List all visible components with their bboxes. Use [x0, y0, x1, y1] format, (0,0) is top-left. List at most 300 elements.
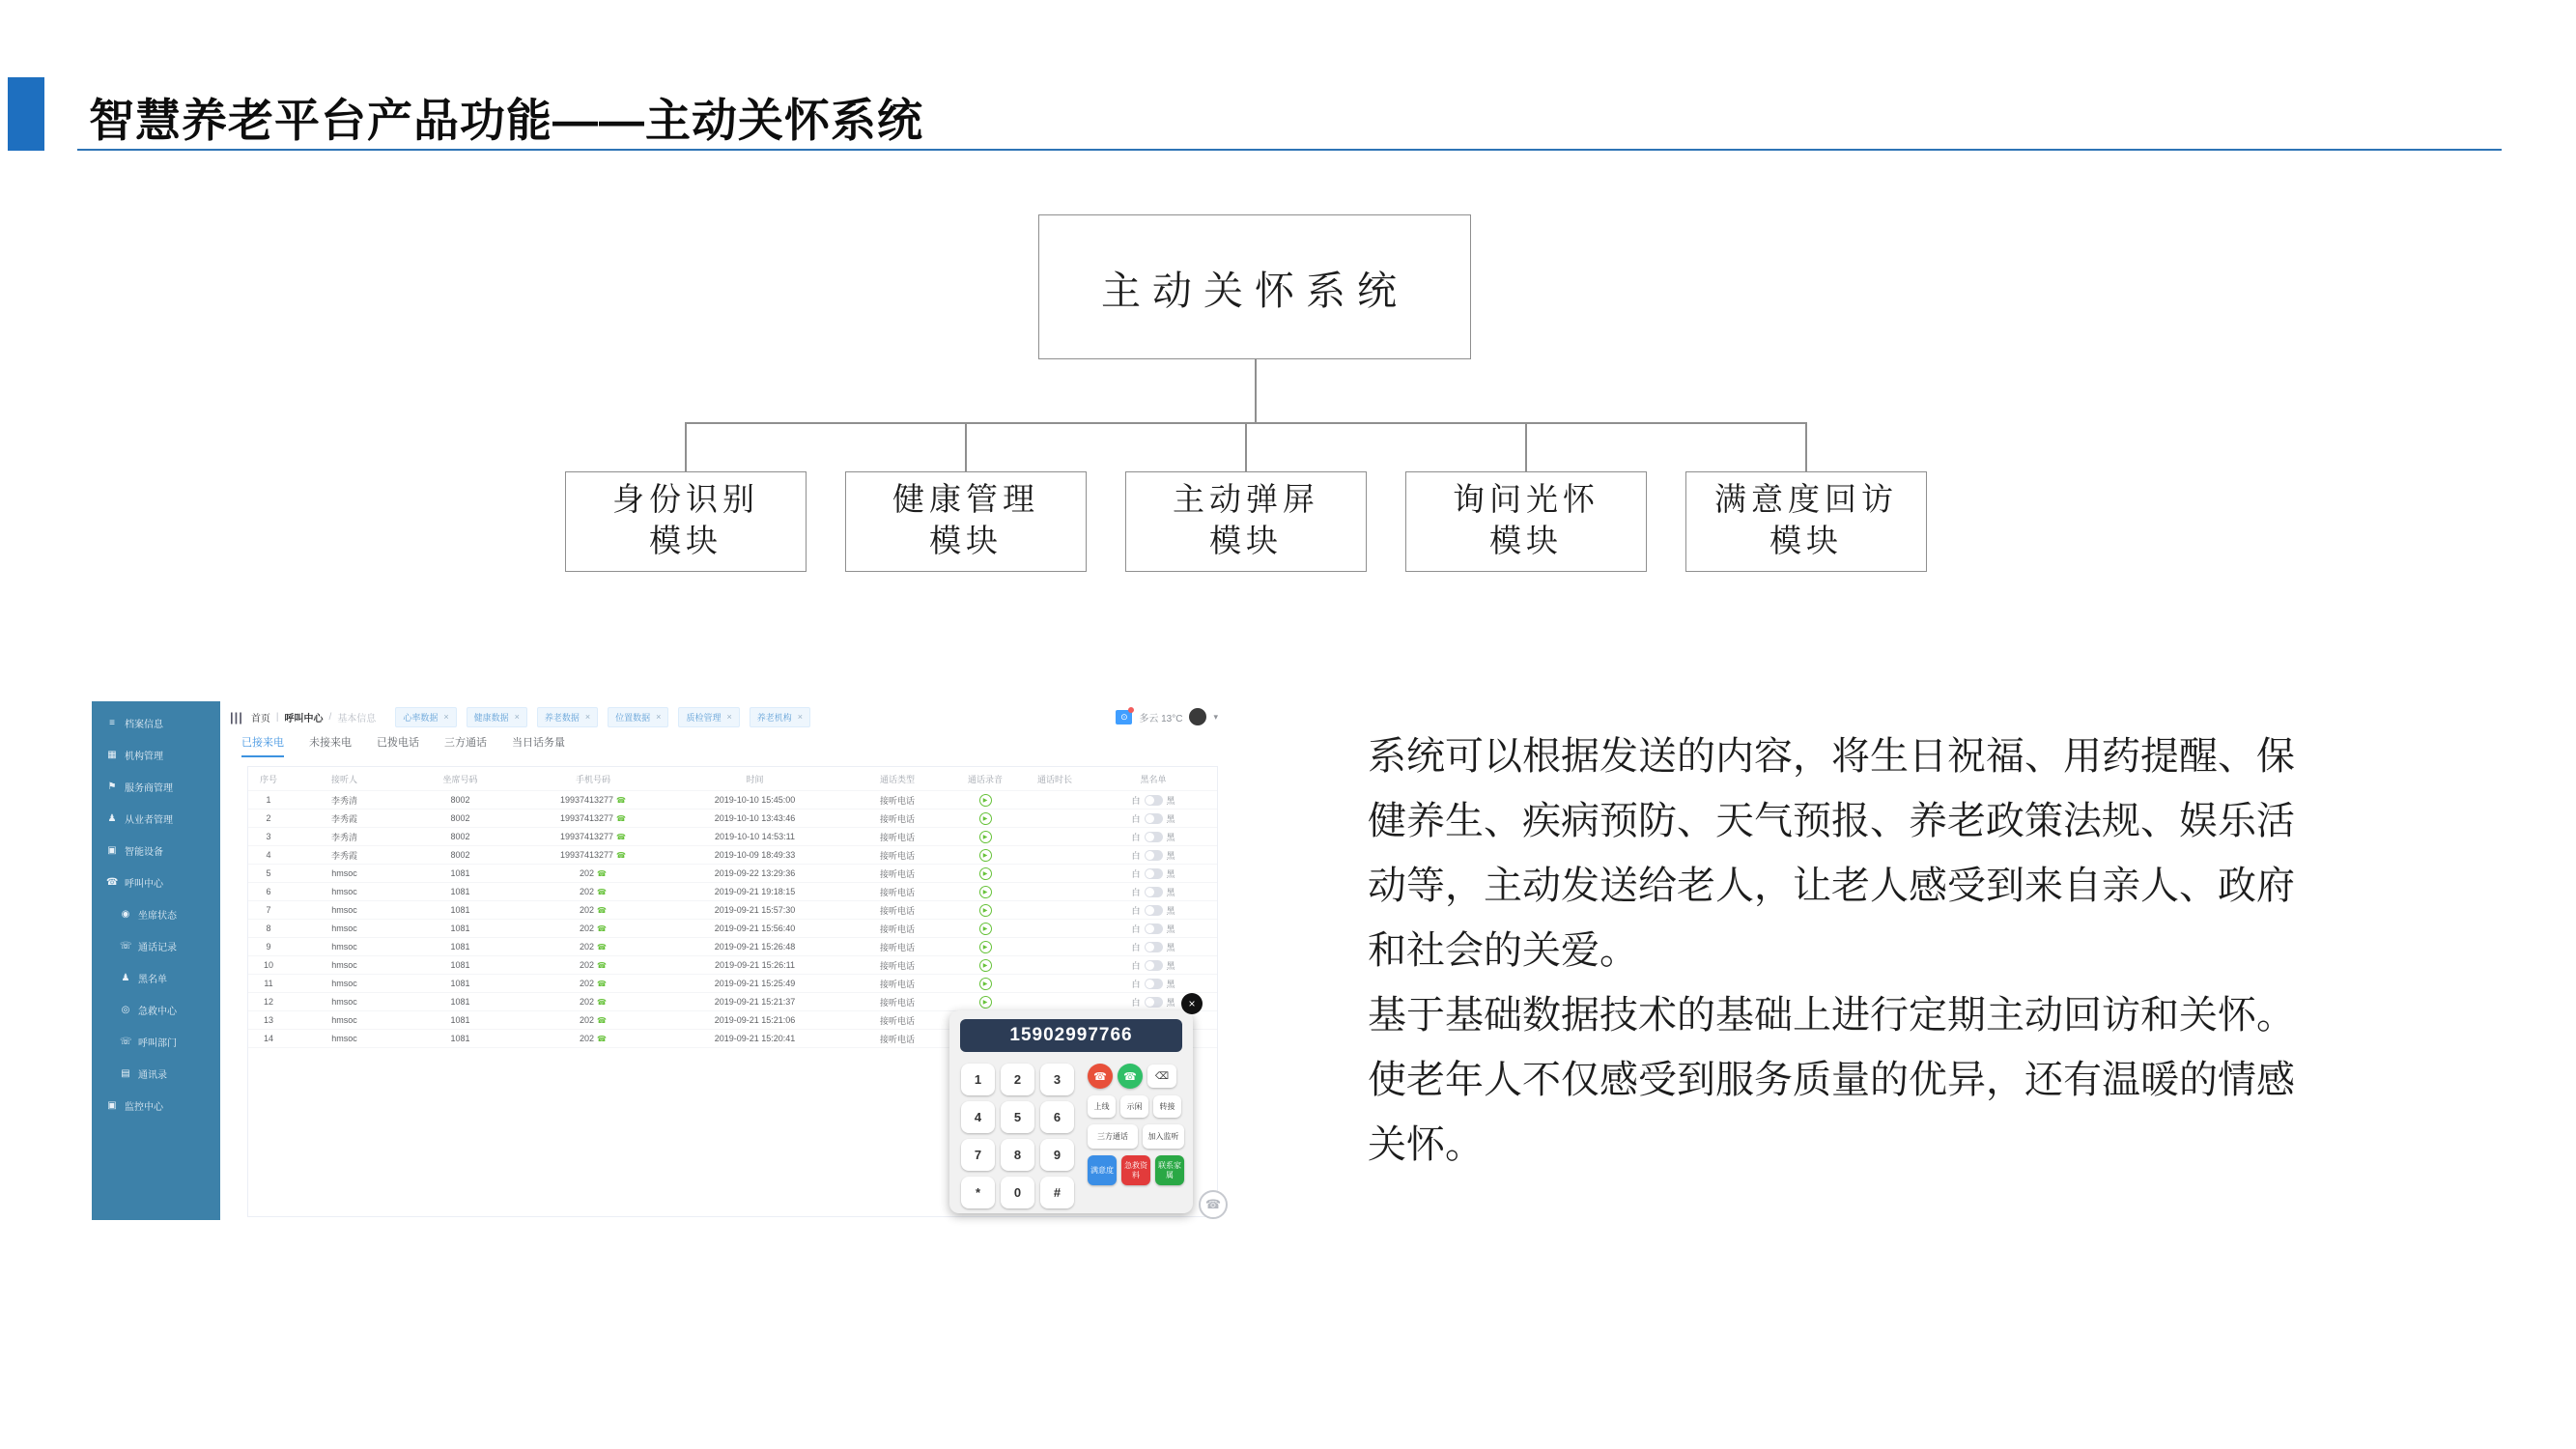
table-row	[248, 828, 1217, 846]
chevron-down-icon[interactable]: ▾	[1213, 711, 1218, 722]
cell-call-type: 接听电话	[879, 887, 915, 897]
blacklist-black-label: 黑	[1166, 813, 1175, 824]
cell-call-type: 接听电话	[879, 1034, 915, 1044]
table-row	[248, 901, 1217, 920]
nav-tag[interactable]	[537, 707, 598, 727]
cell-answerer: hmsoc	[331, 887, 357, 896]
phone-number-text: 19937413277	[559, 832, 614, 841]
backspace-button[interactable]: ⌫	[1147, 1065, 1176, 1088]
blacklist-toggle[interactable]	[1145, 960, 1163, 971]
breadcrumb-section[interactable]: 呼叫中心	[284, 713, 324, 724]
org-chart-module-box	[1125, 471, 1367, 572]
tab[interactable]: 当日话务量	[512, 737, 565, 749]
description-paragraph: 基于基础数据技术的基础上进行定期主动回访和关怀。	[1368, 994, 2295, 1037]
org-connector	[1525, 424, 1527, 471]
monitor-button[interactable]: 加入监听	[1143, 1124, 1184, 1149]
cell-recording	[950, 904, 1020, 917]
sidebar-item[interactable]	[92, 994, 220, 1026]
cell-blacklist	[1090, 959, 1217, 972]
sidebar-item-icon: ♟	[107, 813, 117, 824]
table-row	[248, 810, 1217, 828]
org-chart-module-box	[1685, 471, 1927, 572]
sidebar	[92, 701, 220, 1220]
dial-key[interactable]: *	[961, 1177, 995, 1208]
sidebar-item[interactable]	[92, 930, 220, 962]
table-header-cell: 通话时长	[1036, 774, 1072, 784]
cell-phone-number	[521, 960, 665, 970]
dial-key[interactable]: 0	[1001, 1177, 1034, 1208]
play-record-icon[interactable]: ▶	[979, 996, 992, 1009]
sidebar-item-icon: ☏	[120, 1037, 132, 1047]
table-header-cell: 接听人	[330, 774, 357, 784]
dial-key[interactable]: 9	[1040, 1139, 1074, 1171]
cell-no: 1	[266, 795, 271, 805]
cell-recording	[950, 831, 1020, 843]
sidebar-item[interactable]	[92, 898, 220, 930]
cell-phone-number	[521, 887, 665, 896]
cell-call-type: 接听电话	[879, 942, 915, 952]
cell-seat-number: 1081	[450, 942, 470, 952]
blacklist-toggle[interactable]	[1145, 887, 1163, 897]
cell-no: 6	[266, 887, 271, 896]
close-icon[interactable]: ×	[726, 712, 732, 722]
phone-icon[interactable]: ☎	[597, 887, 607, 896]
blacklist-toggle[interactable]	[1145, 832, 1163, 842]
blacklist-white-label: 白	[1131, 960, 1141, 971]
cell-recording	[950, 959, 1020, 972]
blacklist-white-label: 白	[1131, 868, 1141, 879]
cell-no: 11	[264, 979, 273, 988]
dial-key[interactable]: 2	[1001, 1064, 1034, 1095]
cell-recording	[950, 794, 1020, 807]
sidebar-item[interactable]	[92, 1090, 220, 1122]
nav-tag[interactable]	[750, 707, 810, 727]
cell-time: 2019-09-21 15:21:06	[714, 1015, 796, 1025]
tab[interactable]: 已接来电	[241, 734, 284, 757]
sidebar-item-label: 服务商管理	[125, 783, 173, 794]
phone-number-text: 202	[580, 887, 595, 896]
answer-button[interactable]: ☎	[1118, 1064, 1143, 1089]
nav-tag-label: 质检管理	[686, 712, 722, 723]
hangup-button[interactable]: ☎	[1088, 1064, 1113, 1089]
dial-key[interactable]: 8	[1001, 1139, 1034, 1171]
blacklist-black-label: 黑	[1166, 923, 1175, 934]
org-connector	[1805, 424, 1807, 471]
blacklist-white-label: 白	[1131, 942, 1141, 952]
cell-recording	[950, 923, 1020, 935]
cell-time: 2019-09-21 19:18:15	[714, 887, 796, 896]
sidebar-item[interactable]	[92, 707, 220, 739]
phone-icon[interactable]: ☎	[597, 960, 607, 970]
breadcrumb	[251, 710, 376, 724]
cell-answerer: hmsoc	[331, 1034, 357, 1043]
blacklist-white-label: 白	[1131, 979, 1141, 989]
cell-time: 2019-10-09 18:49:33	[714, 850, 796, 860]
table-header-row	[248, 767, 1217, 791]
dial-key[interactable]: 3	[1040, 1064, 1074, 1095]
sidebar-item[interactable]	[92, 1026, 220, 1058]
org-chart-module-box	[845, 471, 1087, 572]
cell-seat-number: 1081	[450, 868, 470, 878]
cell-blacklist	[1090, 849, 1217, 862]
module-label-line2: 模块	[1769, 525, 1843, 559]
sidebar-item[interactable]	[92, 803, 220, 835]
nav-tag[interactable]	[678, 707, 739, 727]
sidebar-item-label: 监控中心	[125, 1102, 163, 1113]
phone-icon[interactable]: ☎	[597, 1034, 607, 1043]
play-record-icon[interactable]: ▶	[979, 904, 992, 917]
phone-number-text: 202	[580, 997, 595, 1007]
cell-answerer: hmsoc	[331, 1015, 357, 1025]
cell-recording	[950, 941, 1020, 953]
cell-phone-number	[521, 1015, 665, 1025]
module-label-line1: 询问光怀	[1453, 483, 1599, 518]
cell-no: 10	[263, 960, 273, 970]
play-record-icon[interactable]: ▶	[979, 812, 992, 825]
close-icon[interactable]: ×	[656, 712, 662, 722]
org-connector	[965, 424, 967, 471]
tab[interactable]: 三方通话	[444, 737, 487, 749]
cell-call-type: 接听电话	[879, 795, 915, 806]
nav-tag-label: 健康数据	[473, 712, 509, 723]
blacklist-white-label: 白	[1131, 813, 1141, 824]
cell-call-type: 接听电话	[879, 923, 915, 934]
play-record-icon[interactable]: ▶	[979, 941, 992, 953]
dialed-number-display: 15902997766	[960, 1019, 1182, 1052]
blacklist-white-label: 白	[1131, 923, 1141, 934]
cell-phone-number	[521, 1034, 665, 1043]
blacklist-toggle[interactable]	[1145, 997, 1163, 1008]
table-row	[248, 920, 1217, 938]
emergency-info-button[interactable]: 急救资料	[1121, 1155, 1150, 1185]
blacklist-black-label: 黑	[1166, 942, 1175, 952]
cell-phone-number	[521, 850, 665, 860]
sidebar-item-label: 急救中心	[138, 1007, 177, 1017]
sidebar-item-label: 通讯录	[138, 1070, 167, 1081]
blacklist-black-label: 黑	[1166, 979, 1175, 989]
phone-number-text: 202	[580, 942, 595, 952]
cell-no: 8	[266, 923, 271, 933]
breadcrumb-page: 基本信息	[337, 713, 377, 724]
cell-answerer: hmsoc	[331, 979, 357, 988]
sidebar-item[interactable]	[92, 739, 220, 771]
table-header-cell: 黑名单	[1140, 774, 1167, 784]
cell-no: 7	[266, 905, 271, 915]
dial-key[interactable]: #	[1040, 1177, 1074, 1208]
phone-icon[interactable]: ☎	[597, 923, 607, 933]
close-icon[interactable]: ×	[443, 712, 449, 722]
topbar	[220, 701, 1228, 732]
table-row	[248, 883, 1217, 901]
module-label-line2: 模块	[929, 525, 1003, 559]
cell-time: 2019-09-22 13:29:36	[714, 868, 796, 878]
cell-no: 13	[263, 1015, 273, 1025]
sidebar-item-label: 档案信息	[125, 720, 163, 730]
sidebar-item[interactable]	[92, 867, 220, 898]
cell-recording	[950, 867, 1020, 880]
dial-key[interactable]: 5	[1001, 1101, 1034, 1133]
cell-phone-number	[521, 868, 665, 878]
cell-no: 3	[266, 832, 271, 841]
phone-number-text: 202	[580, 868, 595, 878]
cell-call-type: 接听电话	[879, 960, 915, 971]
phone-number-text: 19937413277	[559, 795, 614, 805]
sidebar-item-icon: ▦	[107, 750, 117, 760]
blacklist-white-label: 白	[1131, 795, 1141, 806]
topbar-right	[1116, 708, 1218, 725]
phone-icon[interactable]: ☎	[597, 997, 607, 1007]
phone-icon[interactable]: ☎	[616, 832, 627, 841]
breadcrumb-home[interactable]: 首页	[250, 713, 270, 724]
cell-phone-number	[521, 832, 665, 841]
blacklist-toggle[interactable]	[1145, 868, 1163, 879]
blacklist-toggle[interactable]	[1145, 850, 1163, 861]
sidebar-item-label: 黑名单	[138, 975, 167, 985]
play-record-icon[interactable]: ▶	[979, 923, 992, 935]
breadcrumb-separator: |	[275, 711, 279, 723]
cell-seat-number: 8002	[450, 795, 470, 805]
tab[interactable]: 未接来电	[309, 737, 352, 749]
phone-number-text: 202	[580, 905, 595, 915]
cell-phone-number	[521, 997, 665, 1007]
play-record-icon[interactable]: ▶	[979, 959, 992, 972]
dial-key[interactable]: 1	[961, 1064, 995, 1095]
phone-number-text: 202	[580, 960, 595, 970]
sidebar-item-icon: ≡	[109, 718, 115, 728]
nav-tag-label: 心率数据	[403, 712, 439, 723]
blacklist-black-label: 黑	[1166, 832, 1175, 842]
description-text	[1368, 724, 2309, 1178]
cell-no: 14	[263, 1034, 273, 1043]
play-record-icon[interactable]: ▶	[979, 978, 992, 990]
phone-icon[interactable]: ☎	[616, 795, 627, 805]
blacklist-toggle[interactable]	[1145, 923, 1163, 934]
close-icon[interactable]: ×	[797, 712, 803, 722]
cell-seat-number: 8002	[450, 850, 470, 860]
sidebar-item-icon: ▤	[121, 1068, 130, 1079]
cell-time: 2019-09-21 15:25:49	[714, 979, 796, 988]
cell-phone-number	[521, 795, 665, 805]
phone-icon[interactable]: ☎	[616, 813, 627, 823]
sidebar-item-label: 从业者管理	[125, 815, 173, 826]
cell-blacklist	[1090, 978, 1217, 990]
module-label-line2: 模块	[649, 525, 722, 559]
contact-family-button[interactable]: 联系家属	[1155, 1155, 1184, 1185]
cell-time: 2019-09-21 15:26:48	[714, 942, 796, 952]
nav-tag-label: 养老机构	[756, 712, 792, 723]
weather-text: 多云 13°C	[1139, 713, 1183, 724]
sidebar-item-icon: ♟	[121, 973, 130, 983]
cell-time: 2019-09-21 15:26:11	[715, 960, 795, 970]
play-record-icon[interactable]: ▶	[979, 867, 992, 880]
cell-phone-number	[521, 979, 665, 988]
cell-phone-number	[521, 942, 665, 952]
table-row	[248, 993, 1217, 1011]
cell-seat-number: 1081	[450, 905, 470, 915]
go-online-button[interactable]: 上线	[1088, 1095, 1116, 1118]
cell-answerer: hmsoc	[331, 868, 357, 878]
cell-time: 2019-09-21 15:21:37	[714, 997, 796, 1007]
table-header-cell: 通话类型	[879, 774, 915, 784]
tab[interactable]: 已拨电话	[377, 737, 419, 749]
play-record-icon[interactable]: ▶	[979, 794, 992, 807]
phone-number-text: 19937413277	[559, 813, 614, 823]
cell-answerer: hmsoc	[331, 905, 357, 915]
blacklist-black-label: 黑	[1166, 795, 1175, 806]
avatar[interactable]	[1189, 708, 1206, 725]
collapse-menu-icon[interactable]: |||	[230, 709, 243, 724]
sidebar-item-icon: ◎	[121, 1005, 130, 1015]
phone-icon[interactable]: ☎	[597, 1015, 607, 1025]
cell-time: 2019-10-10 15:45:00	[714, 795, 796, 805]
title-accent-square	[8, 77, 44, 151]
call-tabs	[241, 734, 565, 757]
cell-call-type: 接听电话	[879, 979, 915, 989]
satisfaction-button[interactable]: 满意度	[1088, 1155, 1117, 1185]
cell-blacklist	[1090, 941, 1217, 953]
table-header-cell: 坐席号码	[442, 774, 478, 784]
blacklist-black-label: 黑	[1166, 960, 1175, 971]
cell-call-type: 接听电话	[879, 1015, 915, 1026]
cell-recording	[950, 978, 1020, 990]
table-row	[248, 956, 1217, 975]
description-paragraph: 使老年人不仅感受到服务质量的优异，还有温暖的情感关怀。	[1368, 1059, 2295, 1166]
cell-recording	[950, 886, 1020, 898]
nav-tag[interactable]	[467, 707, 527, 727]
phone-icon[interactable]: ☎	[597, 942, 607, 952]
cell-time: 2019-09-21 15:20:41	[714, 1034, 796, 1043]
table-header-cell: 序号	[259, 774, 277, 784]
sidebar-item-label: 智能设备	[125, 847, 163, 858]
org-chart-module-box	[1405, 471, 1647, 572]
cell-call-type: 接听电话	[879, 813, 915, 824]
module-label-line2: 模块	[1489, 525, 1563, 559]
sidebar-item[interactable]	[92, 1058, 220, 1090]
sidebar-item-label: 机构管理	[125, 752, 163, 762]
blacklist-white-label: 白	[1131, 905, 1141, 916]
org-chart-children	[565, 471, 1927, 572]
cell-no: 9	[266, 942, 271, 952]
cell-blacklist	[1090, 812, 1217, 825]
org-connector	[1245, 424, 1247, 471]
sidebar-item[interactable]	[92, 771, 220, 803]
blacklist-toggle[interactable]	[1145, 813, 1163, 824]
dial-keypad	[961, 1064, 1074, 1208]
cell-blacklist	[1090, 867, 1217, 880]
cell-seat-number: 8002	[450, 813, 470, 823]
blacklist-toggle[interactable]	[1145, 795, 1163, 806]
sidebar-item-icon: ◉	[121, 909, 130, 920]
cell-call-type: 接听电话	[879, 832, 915, 842]
module-label-line1: 健康管理	[892, 483, 1039, 518]
nav-tag-list	[395, 707, 810, 727]
notification-icon[interactable]: ⊙	[1116, 710, 1132, 724]
module-label-line2: 模块	[1209, 525, 1283, 559]
cell-answerer: 李秀霞	[330, 813, 357, 824]
blacklist-black-label: 黑	[1166, 850, 1175, 861]
cell-blacklist	[1090, 923, 1217, 935]
phone-icon[interactable]: ☎	[616, 850, 627, 860]
table-row	[248, 846, 1217, 865]
phone-icon[interactable]: ☎	[597, 868, 607, 878]
close-icon[interactable]: ×	[514, 712, 520, 722]
nav-tag[interactable]	[395, 707, 456, 727]
cell-seat-number: 1081	[450, 923, 470, 933]
phone-icon[interactable]: ☎	[597, 979, 607, 988]
org-chart-root-box: 主动关怀系统	[1038, 214, 1471, 359]
three-way-call-button[interactable]: 三方通话	[1088, 1124, 1138, 1149]
sidebar-item-label: 呼叫部门	[138, 1038, 177, 1049]
org-chart-module-box	[565, 471, 807, 572]
sidebar-item[interactable]	[92, 962, 220, 994]
sidebar-item-label: 坐席状态	[138, 911, 177, 922]
blacklist-white-label: 白	[1131, 850, 1141, 861]
cell-blacklist	[1090, 794, 1217, 807]
nav-tag[interactable]	[608, 707, 668, 727]
breadcrumb-separator: /	[328, 711, 332, 723]
blacklist-black-label: 黑	[1166, 868, 1175, 879]
sidebar-item-icon: ▣	[107, 1100, 117, 1111]
play-record-icon[interactable]: ▶	[979, 849, 992, 862]
play-record-icon[interactable]: ▶	[979, 886, 992, 898]
org-connector	[1255, 359, 1257, 422]
sidebar-item-label: 呼叫中心	[125, 879, 163, 890]
table-row	[248, 975, 1217, 993]
cell-blacklist	[1090, 831, 1217, 843]
description-paragraph: 系统可以根据发送的内容，将生日祝福、用药提醒、保健养生、疾病预防、天气预报、养老政策法规、娱乐活动等，主动发送给老人，让老人感受到来自亲人、政府和社会的关爱。	[1368, 735, 2295, 972]
cell-phone-number	[521, 813, 665, 823]
sidebar-item[interactable]	[92, 835, 220, 867]
cell-answerer: hmsoc	[331, 923, 357, 933]
show-idle-button[interactable]: 示闲	[1120, 1095, 1148, 1118]
cell-recording	[950, 996, 1020, 1009]
cell-seat-number: 1081	[450, 887, 470, 896]
nav-tag-label: 养老数据	[544, 712, 580, 723]
blacklist-white-label: 白	[1131, 887, 1141, 897]
phone-number-text: 202	[580, 1015, 595, 1025]
cell-seat-number: 1081	[450, 1034, 470, 1043]
dial-key[interactable]: 6	[1040, 1101, 1074, 1133]
phone-number-text: 202	[580, 1034, 595, 1043]
cell-seat-number: 1081	[450, 997, 470, 1007]
blacklist-toggle[interactable]	[1145, 942, 1163, 952]
play-record-icon[interactable]: ▶	[979, 831, 992, 843]
sidebar-item-icon: ▣	[107, 845, 117, 856]
close-icon[interactable]: ×	[1181, 993, 1203, 1014]
dial-key[interactable]: 7	[961, 1139, 995, 1171]
blacklist-white-label: 白	[1131, 832, 1141, 842]
table-header-cell: 手机号码	[575, 774, 610, 784]
cell-blacklist	[1090, 886, 1217, 898]
close-icon[interactable]: ×	[584, 712, 591, 722]
cell-seat-number: 1081	[450, 979, 470, 988]
blacklist-black-label: 黑	[1166, 905, 1175, 916]
floating-phone-icon[interactable]: ☎	[1199, 1190, 1228, 1219]
cell-seat-number: 8002	[450, 832, 470, 841]
phone-icon[interactable]: ☎	[597, 905, 607, 915]
table-header-cell: 通话录音	[967, 774, 1003, 784]
cell-recording	[950, 849, 1020, 862]
blacklist-toggle[interactable]	[1145, 979, 1163, 989]
blacklist-toggle[interactable]	[1145, 905, 1163, 916]
cell-answerer: 李秀清	[330, 795, 357, 806]
cell-no: 4	[266, 850, 271, 860]
admin-app-screenshot	[92, 701, 1228, 1220]
cell-seat-number: 1081	[450, 960, 470, 970]
page-title: 智慧养老平台产品功能——主动关怀系统	[89, 95, 923, 146]
dial-key[interactable]: 4	[961, 1101, 995, 1133]
transfer-button[interactable]: 转接	[1153, 1095, 1181, 1118]
